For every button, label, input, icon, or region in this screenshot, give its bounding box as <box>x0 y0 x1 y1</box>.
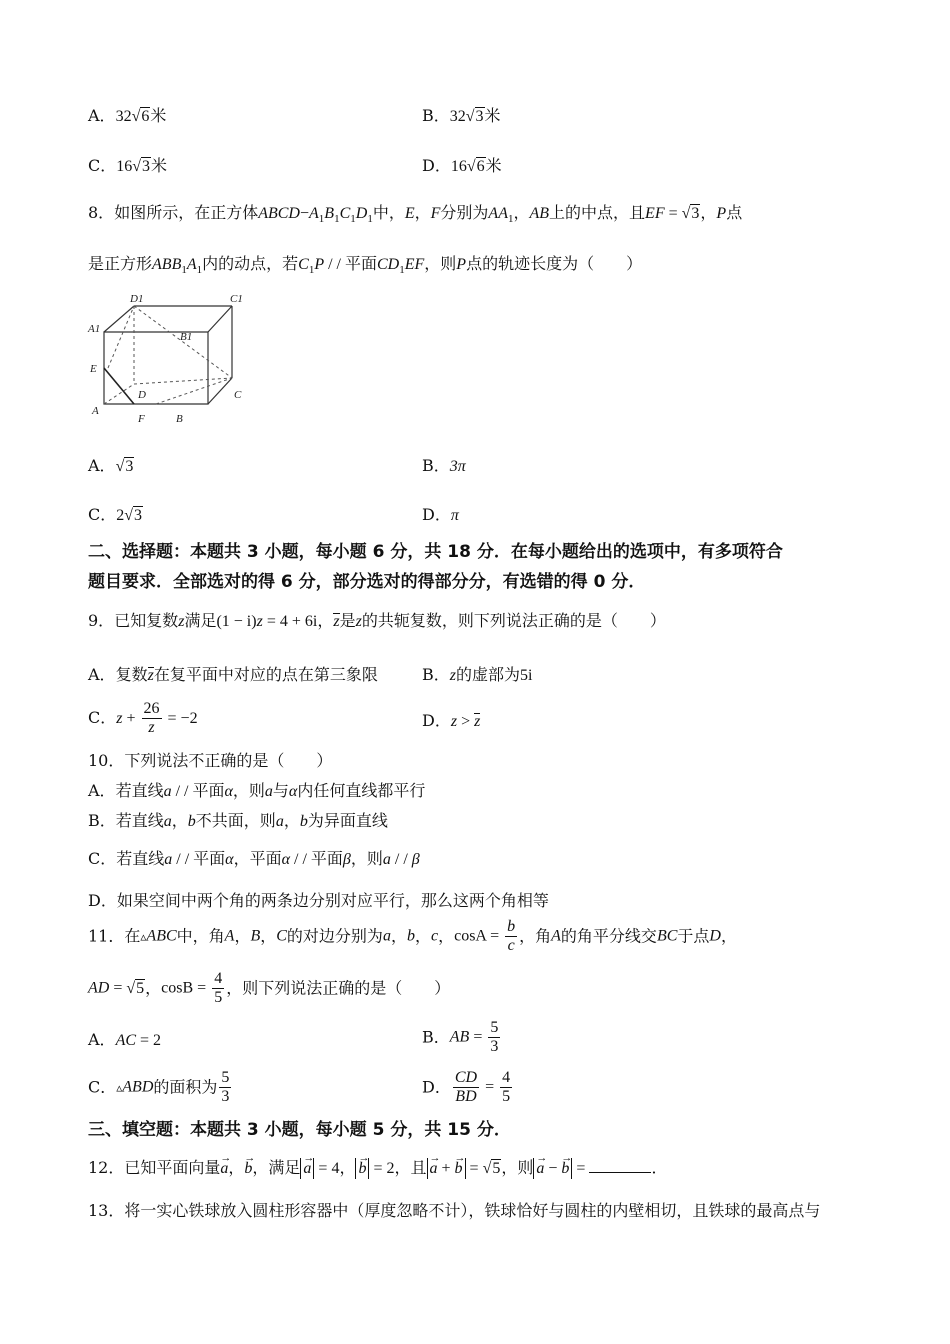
q7-option-d: D．16√6米 <box>422 156 502 175</box>
line-e-f <box>104 368 134 404</box>
label-c1: C1 <box>230 293 243 305</box>
label-d: D <box>138 389 146 401</box>
q13-stem: 13．将一实心铁球放入圆柱形容器中（厚度忽略不计），铁球恰好与圆柱的内壁相切，且铁球的最高点与 <box>88 1201 821 1220</box>
q12-stem: 12．已知平面向量→ a，→ b，满足→ a = 4，→ b = 2，且→ a + → b = √5，则→ a − → b = ． <box>88 1158 667 1179</box>
label-d1: D1 <box>130 293 144 305</box>
edge-a1-d1 <box>104 306 134 332</box>
cube-figure <box>84 292 244 432</box>
q8-option-b: B．3π <box>422 456 466 475</box>
line-e-d1 <box>108 306 134 368</box>
q7-option-a: A．32√6米 <box>88 106 167 125</box>
q8-option-c: C．2√3 <box>88 505 143 524</box>
q9-option-a: A．复数z在复平面中对应的点在第三象限 <box>88 665 378 684</box>
q9-option-c: C．z + $\frac{26}{z}$ = −2 <box>88 700 198 736</box>
q10-option-c: C．若直线a / / 平面α，平面α / / 平面β，则a / / β <box>88 849 420 868</box>
label-c: C <box>234 389 242 401</box>
q7-option-b: B．32√3米 <box>422 106 501 125</box>
q9-stem: 9．已知复数z满足(1 − i)z = 4 + 6i，z是z的共轭复数，则下列说法正确的是（ ） <box>88 611 666 630</box>
section2-heading-line2: 题目要求．全部选对的得 6 分，部分选对的得部分分，有选错的得 0 分． <box>88 572 646 592</box>
q7-option-c: C．16√3米 <box>88 156 168 175</box>
label-a: A <box>92 405 99 417</box>
q11-stem-line1: 11．在▵ABC中，角A，B，C的对边分别为a，b，c，cosA = $\frac{b}{c}$ ，角A的角平分线交BC于点D， <box>88 918 737 954</box>
section2-heading-line1: 二、选择题：本题共 3 小题，每小题 6 分，共 18 分．在每小题给出的选项中，有多项符合 <box>88 542 783 562</box>
q9-option-b: B．z的虚部为5i <box>422 665 533 684</box>
q8-stem-line1: 8．如图所示，在正方体$ABCD-A_1B_1C_1D_1$中，E，F分别为$AA_1$，AB上的中点，且EF = √3，P点 <box>88 203 743 226</box>
q11-option-b: B．AB = $\frac{5}{3}$ <box>422 1019 499 1055</box>
q11-option-a: A．AC = 2 <box>88 1030 162 1049</box>
label-a1: A1 <box>88 323 101 335</box>
q11-option-c: C．▵ABD的面积为 $\frac{5}{3}$ <box>88 1069 230 1105</box>
section3-heading: 三、填空题：本题共 3 小题，每小题 5 分，共 15 分． <box>88 1120 511 1140</box>
q10-option-d: D．如果空间中两个角的两条边分别对应平行，那么这两个角相等 <box>88 891 549 910</box>
label-e: E <box>90 363 97 375</box>
q10-stem: 10．下列说法不正确的是（ ） <box>88 751 333 770</box>
label-b: B <box>176 413 183 425</box>
q12-answer-blank[interactable] <box>589 1172 651 1173</box>
label-f: F <box>138 413 145 425</box>
q10-option-b: B．若直线a，b不共面，则a，b为异面直线 <box>88 811 388 830</box>
q10-option-a: A．若直线a / / 平面α，则a与α内任何直线都平行 <box>88 781 426 800</box>
label-b1: B1 <box>180 331 193 343</box>
edge-b1-c1 <box>208 306 232 332</box>
q8-option-d: D．π <box>422 505 459 524</box>
q8-stem-line2: 是正方形$ABB_1A_1$内的动点，若$C_1P$ / / 平面$CD_1EF$，则P点的轨迹长度为（ ） <box>88 254 643 277</box>
q9-option-d: D．z > z <box>422 711 481 730</box>
edge-d-c-hidden <box>134 378 232 384</box>
q11-stem-line2: AD = √5，cosB = $\frac{4}{5}$ ，则下列说法正确的是（ ） <box>88 970 451 1006</box>
q8-option-a: A．√3 <box>88 456 134 475</box>
q11-option-d: D． $\frac{CD}{BD}$ = $\frac{4}{5}$ <box>422 1069 511 1105</box>
